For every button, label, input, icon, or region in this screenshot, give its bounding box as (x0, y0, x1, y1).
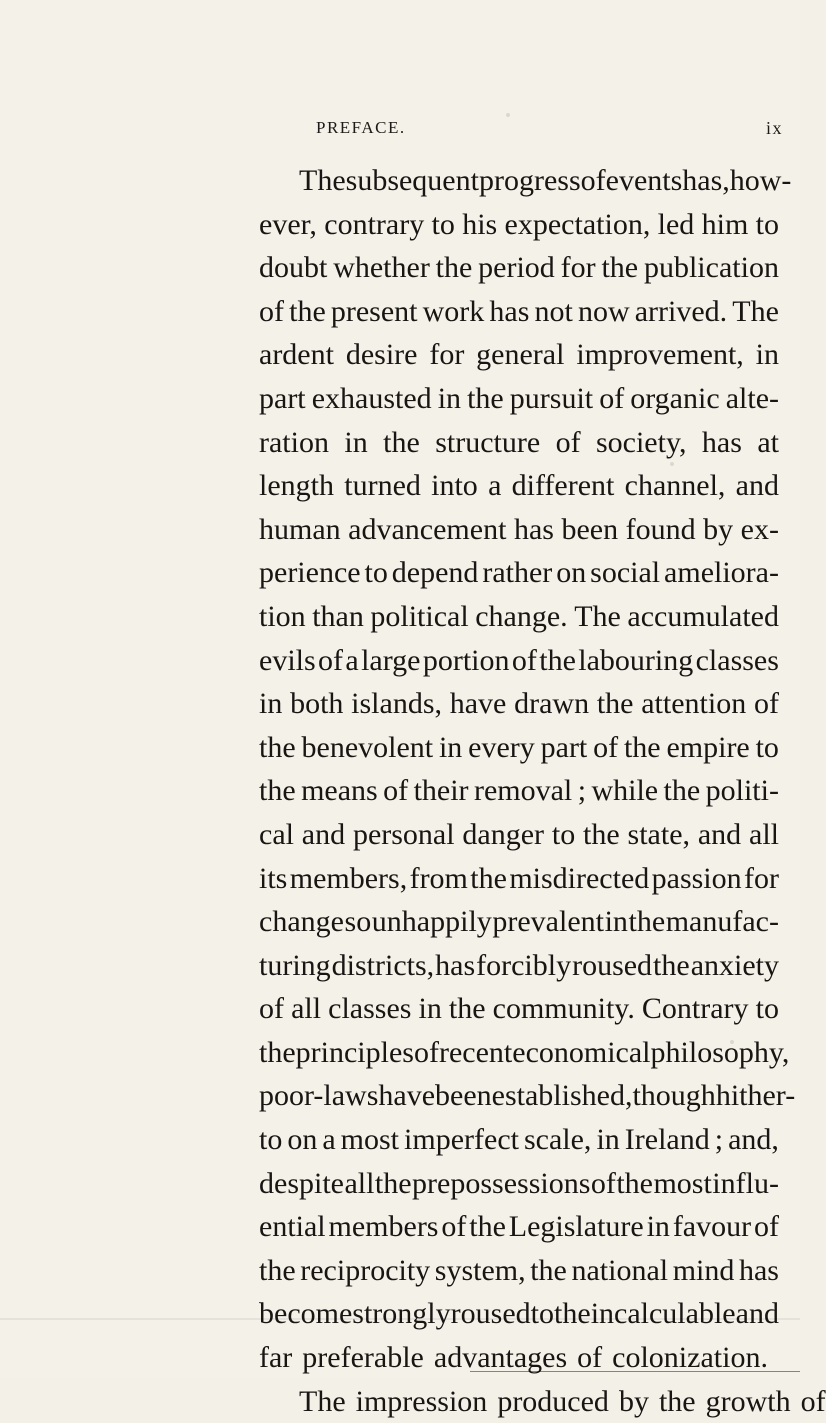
word: found (625, 512, 696, 546)
word: most (340, 1123, 400, 1157)
word: than (312, 599, 364, 633)
word: the (259, 1035, 296, 1069)
word: of (580, 164, 606, 197)
text-line (259, 726, 779, 770)
word: their (413, 774, 469, 808)
word: advancement (348, 512, 507, 546)
word: improvement, (576, 338, 744, 372)
word: The (299, 1384, 346, 1418)
word: established, (491, 1079, 633, 1113)
word: arrived. (634, 294, 728, 328)
word: has, (682, 164, 730, 197)
word: to (259, 1123, 283, 1157)
text-line (259, 769, 779, 813)
word: the (259, 730, 296, 764)
text-line (259, 1380, 826, 1423)
word: alte- (725, 381, 779, 415)
word: the (467, 381, 504, 415)
word: state, (627, 817, 691, 851)
word: to (755, 730, 779, 764)
word: in (596, 1123, 620, 1157)
word: the (596, 687, 634, 721)
word: of (441, 1210, 467, 1244)
word: organic (630, 381, 720, 415)
text-line (259, 508, 779, 552)
word: ameliora- (664, 556, 779, 590)
word: danger (462, 817, 545, 851)
word: tion (259, 599, 306, 633)
word: of (753, 687, 779, 721)
word: turned (344, 469, 421, 503)
word: of (555, 425, 581, 459)
word: ; (577, 774, 587, 808)
word: the (616, 1166, 653, 1200)
word: in (604, 905, 628, 939)
word: whether (333, 251, 430, 285)
word: all (344, 1166, 375, 1200)
word: manufac- (665, 905, 779, 939)
word: to (530, 1297, 554, 1331)
word: of (259, 992, 284, 1026)
word: the (259, 1253, 296, 1287)
word: ration (259, 425, 329, 459)
word: of (800, 1384, 826, 1418)
word: strongly (352, 1297, 451, 1331)
word: part (259, 381, 306, 415)
word: a (345, 643, 359, 677)
word: of (318, 643, 344, 677)
word: districts, (331, 948, 435, 982)
word: of (383, 774, 409, 808)
word: large (361, 643, 421, 677)
running-head (0, 118, 800, 142)
text-line (259, 987, 779, 1031)
word: unhappily (371, 905, 492, 939)
text-line (259, 1074, 796, 1118)
word: the (539, 643, 576, 677)
text-line (259, 551, 779, 595)
word: the (583, 817, 620, 851)
text-line (259, 1249, 779, 1293)
word: means (301, 774, 378, 808)
word: on (556, 556, 587, 590)
word: of (259, 294, 284, 328)
word: subsequent (345, 164, 479, 197)
word: community. (492, 992, 635, 1026)
word: been (561, 512, 619, 546)
word: classes (328, 992, 412, 1026)
word: the (289, 294, 326, 328)
word: the (374, 1166, 412, 1200)
word: recent (438, 1035, 513, 1069)
word: ever, (259, 207, 317, 241)
word: system, (434, 1253, 526, 1287)
word: roused (450, 1297, 531, 1331)
text-line (259, 290, 779, 334)
word: economical (512, 1035, 651, 1069)
word: Legislature (508, 1210, 644, 1244)
word: on (287, 1123, 318, 1157)
text-line (259, 682, 779, 726)
word: ential (259, 1210, 326, 1244)
text-line (259, 464, 779, 508)
word: in (646, 1210, 670, 1244)
word: to (755, 992, 779, 1026)
word: while (591, 774, 659, 808)
text-line (259, 203, 779, 247)
word: incalculable (590, 1297, 736, 1331)
word: Contrary (641, 992, 749, 1026)
word: the (435, 251, 473, 285)
word: imperfect (404, 1123, 519, 1157)
text-line (259, 246, 779, 290)
word: of (413, 1035, 439, 1069)
word: change. (475, 599, 568, 633)
word: the (530, 1253, 567, 1287)
word: in (755, 338, 779, 372)
word: turing (259, 948, 331, 982)
page-bottom-edge (470, 1371, 800, 1372)
word: The (574, 599, 621, 633)
word: national (571, 1253, 669, 1287)
text-line (259, 421, 779, 465)
word: evils (259, 643, 316, 677)
word: though (632, 1079, 716, 1113)
word: events (605, 164, 683, 197)
word: labouring (578, 643, 694, 677)
text-line (259, 944, 779, 988)
word: the (470, 861, 507, 895)
word: accumulated (627, 599, 779, 633)
word: for (429, 338, 465, 372)
word: structure (435, 425, 541, 459)
word: has (489, 294, 530, 328)
word: ; (714, 1123, 724, 1157)
word: pursuit (509, 381, 594, 415)
word: different (511, 469, 615, 503)
word: and (735, 1297, 779, 1331)
word: in (437, 381, 462, 415)
word: channel, (624, 469, 726, 503)
word: progress (478, 164, 581, 197)
word: empire (666, 730, 750, 764)
word: of (590, 1166, 616, 1200)
word: ex- (740, 512, 779, 546)
word: both (290, 687, 344, 721)
word: length (259, 469, 334, 503)
word: for (560, 251, 596, 285)
text-line (259, 1292, 779, 1336)
word: in (259, 687, 283, 721)
word: present (330, 294, 418, 328)
word: The (299, 164, 346, 197)
word: portion (422, 643, 510, 677)
word: islands, (351, 687, 442, 721)
word: doubt (259, 251, 328, 285)
word: has (738, 1253, 779, 1287)
text-line (259, 1118, 779, 1162)
word: for (744, 861, 779, 895)
word: and (301, 817, 346, 851)
word: cal (259, 817, 294, 851)
word: led (657, 207, 695, 241)
word: mind (672, 1253, 735, 1287)
word: hither- (715, 1079, 796, 1113)
word: advantages (433, 1341, 568, 1375)
word: by (703, 512, 734, 546)
word: and (697, 817, 742, 851)
text-line (259, 639, 779, 683)
word: classes (695, 643, 779, 677)
word: change (259, 905, 344, 939)
word: the (383, 425, 420, 459)
word: general (476, 338, 565, 372)
word: to (755, 207, 779, 241)
word: him (701, 207, 749, 241)
word: anxiety (690, 948, 779, 982)
word: reciprocity (300, 1253, 431, 1287)
word: into (431, 469, 478, 503)
scan-shadow (0, 1318, 800, 1320)
word: colonization. (612, 1341, 768, 1375)
text-line (259, 159, 792, 203)
word: become (259, 1297, 353, 1331)
word: in (418, 992, 442, 1026)
word: the (628, 905, 666, 939)
text-line (259, 595, 779, 639)
word: at (757, 425, 779, 459)
paper-speck (670, 462, 674, 466)
word: been (435, 1079, 492, 1113)
running-title: PREFACE. (316, 118, 406, 137)
word: preferable (302, 1341, 424, 1375)
word: passion (651, 861, 742, 895)
word: a (488, 469, 502, 503)
text-line (259, 333, 779, 377)
word: so (344, 905, 372, 939)
word: in (438, 730, 463, 764)
word: impression (355, 1384, 488, 1418)
word: the (469, 1210, 506, 1244)
word: to (364, 556, 388, 590)
word: has (435, 948, 476, 982)
page-number: ix (766, 118, 784, 138)
word: part (540, 730, 588, 764)
word: how- (729, 164, 792, 197)
word: rather (482, 556, 553, 590)
word: and, (728, 1123, 779, 1157)
word: of (753, 1210, 779, 1244)
word: attention (641, 687, 747, 721)
word: of (577, 1341, 603, 1375)
word: exhausted (311, 381, 432, 415)
word: of (511, 643, 537, 677)
word: the (601, 251, 639, 285)
word: have (449, 687, 507, 721)
word: not (534, 294, 573, 328)
word: society, (595, 425, 687, 459)
word: of (599, 381, 625, 415)
word: the (653, 948, 690, 982)
word: prevalent (492, 905, 604, 939)
word: the (259, 774, 296, 808)
word: ardent (259, 338, 334, 372)
word: growth (705, 1384, 791, 1418)
word: human (259, 512, 341, 546)
word: misdirected (509, 861, 650, 895)
word: depend (391, 556, 479, 590)
word: most (653, 1166, 712, 1200)
text-line (259, 1031, 790, 1075)
word: Ireland (624, 1123, 710, 1157)
word: politi- (705, 774, 779, 808)
text-line (259, 377, 779, 421)
word: every (468, 730, 535, 764)
word: principles (295, 1035, 414, 1069)
word: favour (672, 1210, 752, 1244)
text-line (259, 1162, 779, 1206)
word: period (478, 251, 555, 285)
word: political (370, 599, 469, 633)
word: all (749, 817, 779, 851)
word: The (732, 294, 779, 328)
word: social (590, 556, 661, 590)
word: the (554, 1297, 591, 1331)
word: publication (643, 251, 779, 285)
word: all (291, 992, 322, 1026)
word: far (259, 1341, 293, 1375)
word: expectation, (504, 207, 651, 241)
word: to (431, 207, 455, 241)
word: members, (289, 861, 408, 895)
word: roused (572, 948, 653, 982)
text-line (259, 1205, 779, 1249)
text-line (259, 857, 779, 901)
word: philosophy, (650, 1035, 790, 1069)
word: perience (259, 556, 361, 590)
word: of (593, 730, 619, 764)
word: scale, (523, 1123, 592, 1157)
word: desire (345, 338, 418, 372)
word: benevolent (301, 730, 434, 764)
word: influ- (712, 1166, 779, 1200)
word: the (663, 774, 701, 808)
word: despite (259, 1166, 344, 1200)
word: personal (352, 817, 455, 851)
word: prepossessions (412, 1166, 591, 1200)
word: its (259, 861, 288, 895)
text-line (259, 813, 779, 857)
word: forcibly (476, 948, 572, 982)
word: a (322, 1123, 336, 1157)
word: the (658, 1384, 696, 1418)
word: to (551, 817, 576, 851)
word: has (701, 425, 742, 459)
word: have (378, 1079, 436, 1113)
word: work (422, 294, 485, 328)
word: removal (473, 774, 573, 808)
word: now (577, 294, 630, 328)
word: members (328, 1210, 439, 1244)
word: by (618, 1384, 649, 1418)
word: produced (497, 1384, 609, 1418)
word: and (735, 469, 779, 503)
text-line (259, 1336, 779, 1380)
preface-body-text (259, 159, 826, 1423)
word: has (513, 512, 554, 546)
word: his (462, 207, 498, 241)
paper-speck (506, 113, 510, 117)
word: contrary (324, 207, 425, 241)
word: in (344, 425, 368, 459)
text-line (259, 900, 779, 944)
word: the (623, 730, 661, 764)
word: from (409, 861, 468, 895)
word: the (448, 992, 486, 1026)
word: drawn (514, 687, 590, 721)
paper-speck (730, 1040, 734, 1044)
word: poor-laws (259, 1079, 379, 1113)
